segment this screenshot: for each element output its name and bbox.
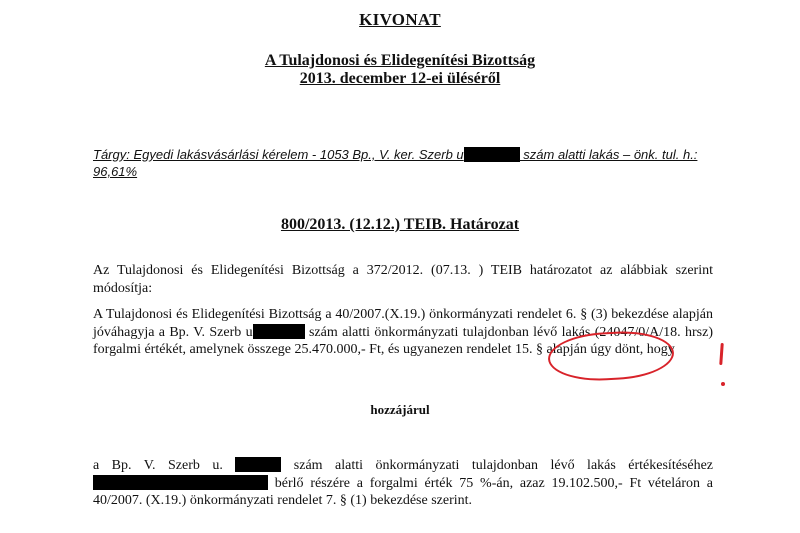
approval-text-start: A Tulajdonosi és Elidegenítési Bizottság a 40/2007.(X.19.) önkormányzati rendelet 6. § (3) bekezdése alapján jóváhagyja a Bp. V. Szerb u — [93, 307, 713, 340]
paragraph-sale — [93, 457, 713, 510]
meeting-date: 2013. december 12-ei üléséről — [299, 70, 501, 87]
redaction-bar — [464, 147, 520, 162]
consent-heading: hozzájárul — [370, 402, 430, 417]
resolution-title: 800/2013. (12.12.) TEIB. Határozat — [280, 216, 520, 233]
subject-line — [93, 146, 713, 180]
subject-text-end: szám alatti lakás – önk. tul. h.: 96,61% — [93, 147, 698, 179]
approval-text-end: és ugyanezen rendelet 15. § alapján úgy dönt, hogy — [384, 342, 675, 357]
paragraph-amendment: Az Tulajdonosi és Elidegenítési Bizottság a 372/2012. (07.13. ) TEIB határozatot az alábbiak szerint módosítja: — [93, 263, 713, 296]
sale-text-start: a Bp. V. Szerb u. — [93, 458, 223, 473]
market-value-amount: 25.470.000,- Ft, — [294, 342, 385, 357]
exclamation-mark-line — [719, 343, 724, 365]
redaction-bar — [93, 475, 268, 490]
redaction-bar — [253, 324, 305, 339]
sale-text-middle: szám alatti önkormányzati tulajdonban lévő lakás értékesítéséhez — [281, 458, 714, 473]
document-title: KIVONAT — [359, 10, 441, 29]
sale-text-end: bérlő részére a forgalmi érték 75 %-án, azaz 19.102.500,- Ft vételáron a 40/2007. (X.19.) önkormányzati rendelet 7. § (1) bekezdése szerint. — [93, 475, 713, 508]
redaction-bar — [235, 457, 281, 472]
committee-name: A Tulajdonosi és Elidegenítési Bizottság — [264, 52, 536, 69]
subject-text-start: Tárgy: Egyedi lakásvásárlási kérelem - 1053 Bp., V. ker. Szerb u — [93, 147, 464, 162]
exclamation-mark-dot — [721, 382, 725, 386]
approval-text-middle: szám alatti önkormányzati tulajdonban lévő lakás (24047/0/A/18. hrsz) forgalmi értékét, amelynek összege — [93, 324, 713, 357]
